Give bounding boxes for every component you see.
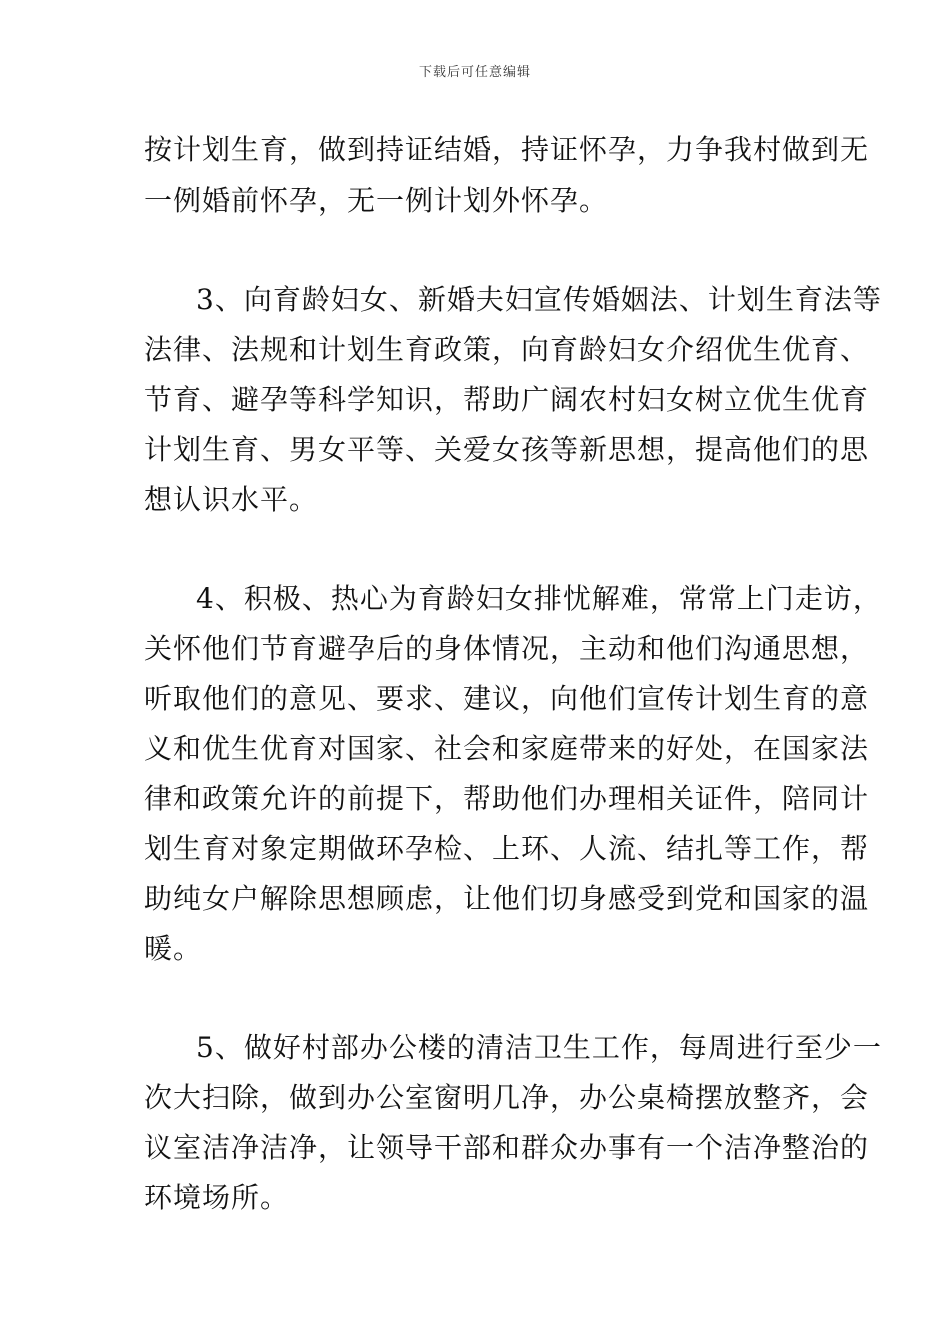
paragraph-line: 5、做好村部办公楼的清洁卫生工作，每周进行至少一 [196,1031,882,1064]
header-note: 下载后可任意编辑 [418,65,531,80]
paragraph-line: 关怀他们节育避孕后的身体情况，主动和他们沟通思想， [144,632,870,665]
paragraph-line: 一例婚前怀孕，无一例计划外怀孕。 [144,184,609,217]
paragraph-line: 助纯女户解除思想顾虑，让他们切身感受到党和国家的温 [144,882,870,915]
paragraph-line: 3、向育龄妇女、新婚夫妇宣传婚姻法、计划生育法等 [196,283,882,316]
paragraph-line: 议室洁净洁净，让领导干部和群众办事有一个洁净整治的 [144,1131,870,1164]
paragraph-line: 想认识水平。 [144,483,319,516]
paragraph-line: 义和优生优育对国家、社会和家庭带来的好处，在国家法 [144,732,870,765]
paragraph-line: 次大扫除，做到办公室窗明几净，办公桌椅摆放整齐，会 [144,1081,870,1114]
paragraph-line: 环境场所。 [144,1181,290,1214]
paragraph-line: 法律、法规和计划生育政策，向育龄妇女介绍优生优育、 [144,333,870,366]
paragraph-line: 暖。 [144,932,203,965]
paragraph-line: 4、积极、热心为育龄妇女排忧解难，常常上门走访， [196,582,882,615]
paragraph-line: 节育、避孕等科学知识，帮助广阔农村妇女树立优生优育 [144,383,870,416]
paragraph-line: 听取他们的意见、要求、建议，向他们宣传计划生育的意 [144,682,870,715]
paragraph-line: 律和政策允许的前提下，帮助他们办理相关证件，陪同计 [144,782,870,815]
paragraph-line: 划生育对象定期做环孕检、上环、人流、结扎等工作，帮 [144,832,870,865]
paragraph-line: 按计划生育，做到持证结婚，持证怀孕，力争我村做到无 [144,133,870,166]
paragraph-line: 计划生育、男女平等、关爱女孩等新思想，提高他们的思 [144,433,870,466]
